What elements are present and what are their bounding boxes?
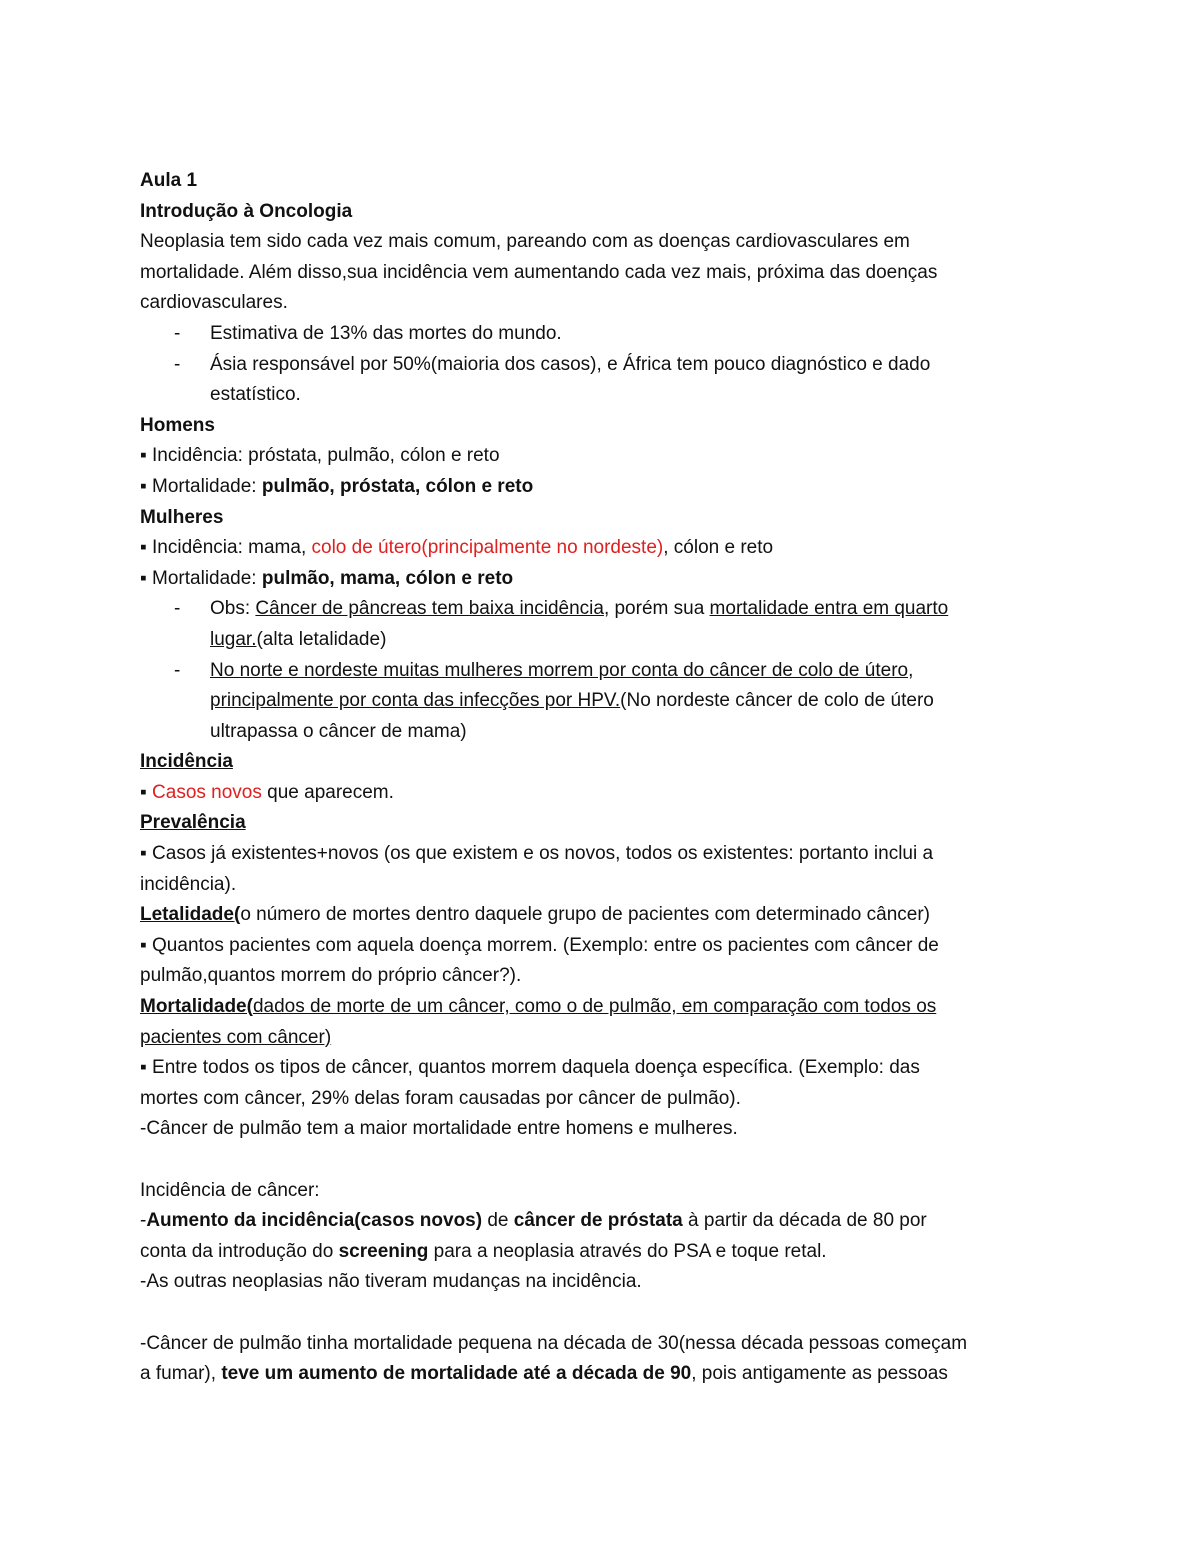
list-item: ▪ Casos novos que aparecem. [140, 781, 394, 803]
paragraph-line: -Câncer de pulmão tem a maior mortalidade entre homens e mulheres. [140, 1118, 738, 1140]
intro-line: Neoplasia tem sido cada vez mais comum, pareando com as doenças cardiovasculares em [140, 231, 910, 253]
intro-line: cardiovasculares. [140, 292, 288, 314]
lesson-subtitle: Introdução à Oncologia [140, 200, 353, 222]
highlight-red: colo de útero(principalmente no nordeste) [311, 537, 664, 559]
highlight-red: Casos novos [152, 781, 262, 803]
section-heading-incidencia: Incidência [140, 751, 233, 773]
list-item: ▪ Mortalidade: pulmão, próstata, cólon e reto [140, 475, 534, 497]
paragraph-heading: Incidência de câncer: [140, 1179, 320, 1201]
section-heading-homens: Homens [140, 414, 215, 436]
paragraph-line: -As outras neoplasias não tiveram mudanças na incidência. [140, 1271, 642, 1293]
dash-bullet: - [174, 353, 181, 375]
blank-line [140, 1298, 1040, 1329]
list-item-continuation: incidência). [140, 873, 237, 895]
list-item-continuation: mortes com câncer, 29% delas foram causadas por câncer de pulmão). [140, 1087, 741, 1109]
list-item-continuation: pacientes com câncer) [140, 1026, 332, 1048]
section-heading-letalidade: Letalidade(o número de mortes dentro daquele grupo de pacientes com determinado câncer) [140, 904, 930, 926]
dash-item-continuation: principalmente por conta das infecções por HPV.(No nordeste câncer de colo de útero [210, 690, 934, 712]
list-item: ▪ Quantos pacientes com aquela doença morrem. (Exemplo: entre os pacientes com câncer de [140, 934, 939, 956]
document-body [140, 166, 1040, 1390]
dash-item: - Ásia responsável por 50%(maioria dos casos), e África tem pouco diagnóstico e dado [140, 350, 1040, 381]
blank-line [140, 1145, 1040, 1176]
dash-item-continuation: ultrapassa o câncer de mama) [210, 720, 467, 742]
list-item: ▪ Incidência: mama, colo de útero(principalmente no nordeste), cólon e reto [140, 537, 774, 559]
dash-item: - Obs: Câncer de pâncreas tem baixa incidência, porém sua mortalidade entra em quarto [140, 594, 1040, 625]
list-item: ▪ Mortalidade: pulmão, mama, cólon e reto [140, 567, 514, 589]
dash-item-continuation: estatístico. [210, 384, 301, 406]
section-heading-mortalidade: Mortalidade(dados de morte de um câncer, como o de pulmão, em comparação com todos os [140, 996, 937, 1018]
dash-bullet: - [174, 322, 181, 344]
lesson-title: Aula 1 [140, 170, 198, 191]
dash-item: - No norte e nordeste muitas mulheres morrem por conta do câncer de colo de útero, [140, 656, 1040, 687]
dash-item-continuation: lugar.(alta letalidade) [210, 628, 387, 650]
paragraph-line: a fumar), teve um aumento de mortalidade até a década de 90, pois antigamente as pessoas [140, 1363, 948, 1385]
section-heading-prevalencia: Prevalência [140, 812, 246, 834]
dash-item: - Estimativa de 13% das mortes do mundo. [140, 319, 1040, 350]
paragraph-line: -Aumento da incidência(casos novos) de câncer de próstata à partir da década de 80 por [140, 1210, 927, 1232]
paragraph-line: conta da introdução do screening para a neoplasia através do PSA e toque retal. [140, 1240, 827, 1262]
intro-line: mortalidade. Além disso,sua incidência vem aumentando cada vez mais, próxima das doenças [140, 261, 938, 283]
paragraph-line: -Câncer de pulmão tinha mortalidade pequena na década de 30(nessa década pessoas começam [140, 1332, 968, 1354]
list-item: ▪ Entre todos os tipos de câncer, quantos morrem daquela doença específica. (Exemplo: das [140, 1057, 920, 1079]
list-item-continuation: pulmão,quantos morrem do próprio câncer?). [140, 965, 522, 987]
list-item: ▪ Casos já existentes+novos (os que existem e os novos, todos os existentes: portanto inclui a [140, 843, 934, 865]
section-heading-mulheres: Mulheres [140, 506, 224, 528]
dash-bullet: - [174, 659, 181, 681]
list-item: ▪ Incidência: próstata, pulmão, cólon e reto [140, 445, 500, 467]
dash-bullet: - [174, 598, 181, 620]
